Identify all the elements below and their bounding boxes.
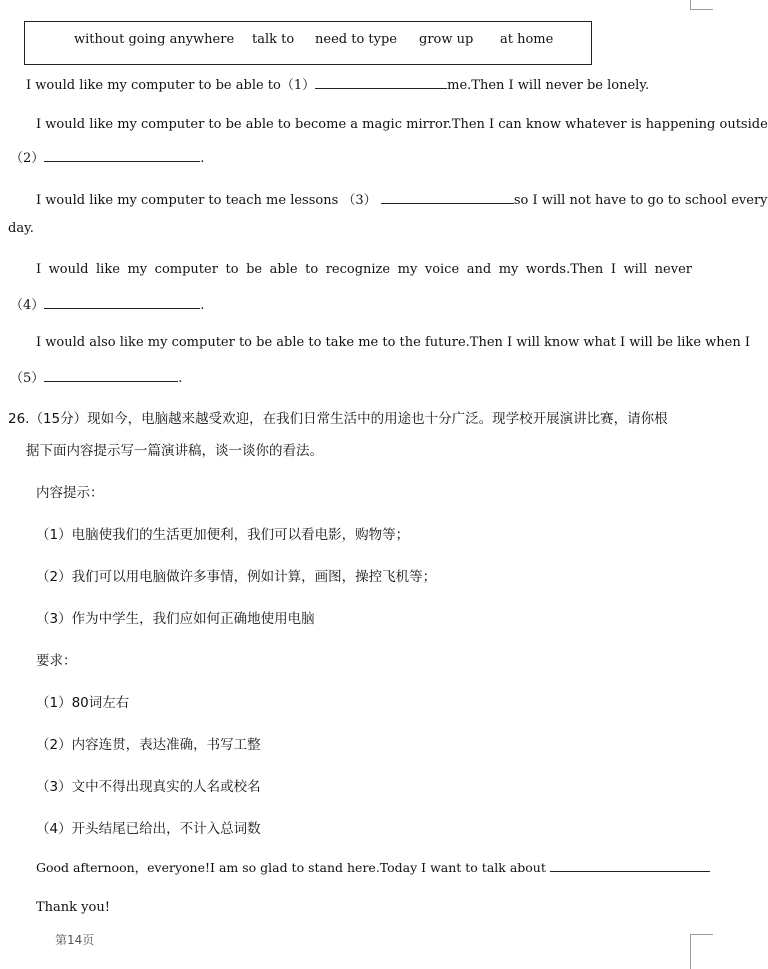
- crop-mark-top-right: [690, 0, 713, 10]
- requirements-title: 要求：: [36, 653, 77, 669]
- answer-blank-2[interactable]: [44, 149, 200, 162]
- question-3-line-1: I would like my computer to teach me lessons （3） so I will not have to go to school every: [36, 193, 768, 208]
- crop-mark-bottom-right: [690, 934, 713, 969]
- essay-opening: Good afternoon，everyone!I am so glad to stand here.Today I want to talk about: [36, 858, 710, 876]
- question-2-line-1: I would like my computer to be able to become a magic mirror.Then I can know whatever is happening outside: [36, 117, 768, 132]
- question-5-label: （5）: [10, 371, 45, 386]
- question-4-line-2: （4） .: [10, 298, 205, 313]
- answer-blank-3[interactable]: [381, 191, 514, 204]
- question-2-label: （2）: [10, 151, 45, 166]
- word-box: [24, 21, 592, 65]
- question-2-line-2: （2） .: [10, 151, 205, 166]
- word-option: at home: [500, 32, 554, 47]
- requirement-item: （3）文中不得出现真实的人名或校名: [36, 779, 261, 795]
- requirement-item: （2）内容连贯，表达准确，书写工整: [36, 737, 261, 753]
- question-4-label: （4）: [10, 298, 45, 313]
- requirement-item: （4）开头结尾已给出，不计入总词数: [36, 821, 261, 837]
- hint-item: （2）我们可以用电脑做许多事情，例如计算，画图，操控飞机等；: [36, 569, 437, 585]
- word-option: without going anywhere: [74, 32, 235, 47]
- hint-title: 内容提示：: [36, 485, 104, 501]
- requirement-item: （1）80词左右: [36, 695, 130, 711]
- question-5-line-2: （5） .: [10, 371, 183, 386]
- question-1-text: I would like my computer to be able to（1）: [26, 78, 316, 93]
- page-number: 第14页: [55, 933, 95, 947]
- hint-item: （1）电脑使我们的生活更加便利，我们可以看电影，购物等；: [36, 527, 410, 543]
- question-1: [26, 74, 649, 93]
- answer-blank-4[interactable]: [44, 296, 200, 309]
- word-option: talk to: [252, 32, 295, 47]
- question-26-prompt-line-1: 26.（15分）现如今，电脑越来越受欢迎，在我们日常生活中的用途也十分广泛。现学校开展演讲比赛，请你根: [8, 411, 668, 427]
- word-option: grow up: [419, 32, 474, 47]
- question-26-prompt-line-2: 据下面内容提示写一篇演讲稿，谈一谈你的看法。: [26, 443, 323, 459]
- question-3-line-2: day.: [8, 221, 34, 236]
- hint-item: （3）作为中学生，我们应如何正确地使用电脑: [36, 611, 315, 627]
- essay-answer-blank[interactable]: [550, 859, 710, 872]
- word-option: need to type: [315, 32, 397, 47]
- answer-blank-1[interactable]: [315, 76, 447, 89]
- answer-blank-5[interactable]: [44, 369, 178, 382]
- essay-closing: Thank you!: [36, 900, 110, 915]
- question-4-line-1: I would like my computer to be able to recognize my voice and my words.Then I will never: [36, 262, 692, 277]
- question-5-line-1: I would also like my computer to be able to take me to the future.Then I will know what I will be like when I: [36, 335, 750, 350]
- question-1-tail: me.Then I will never be lonely.: [447, 78, 650, 93]
